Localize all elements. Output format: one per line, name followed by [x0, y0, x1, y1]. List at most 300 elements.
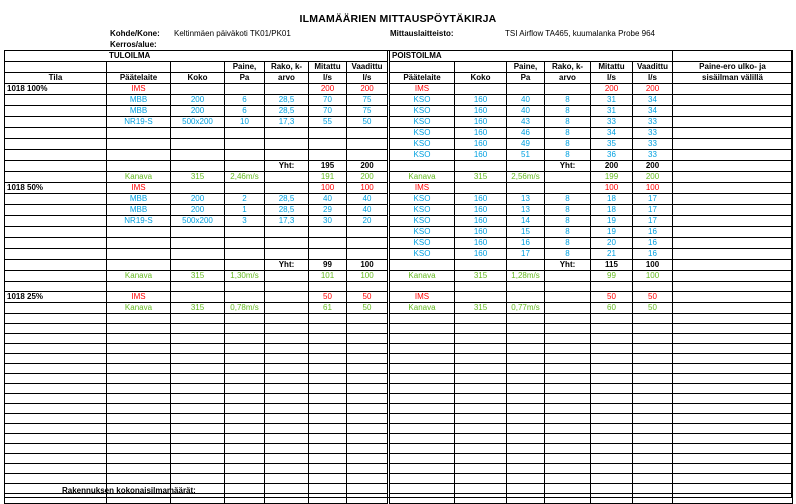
empty-cell	[545, 494, 591, 504]
empty-cell	[225, 334, 265, 344]
empty-cell	[455, 404, 507, 414]
empty-cell	[591, 364, 633, 374]
poisto-cell: 34	[633, 95, 673, 106]
poisto-cell: 8	[545, 139, 591, 150]
header-paatelaite: Päätelaite	[107, 73, 171, 84]
empty-cell	[5, 474, 107, 484]
empty-cell	[171, 414, 225, 424]
tulo-cell	[347, 238, 389, 249]
poisto-cell: 0,77m/s	[507, 303, 545, 314]
empty-cell	[389, 404, 455, 414]
poisto-cell	[545, 271, 591, 282]
poisto-cell: 33	[591, 117, 633, 128]
paine-ero-cell	[673, 117, 793, 128]
empty-cell	[507, 384, 545, 394]
poisto-cell: 8	[545, 117, 591, 128]
empty-cell	[389, 464, 455, 474]
empty-cell	[5, 354, 107, 364]
poisto-cell: 99	[591, 271, 633, 282]
poisto-cell: 8	[545, 249, 591, 260]
empty-cell	[171, 334, 225, 344]
empty-cell	[507, 424, 545, 434]
empty-cell	[507, 484, 545, 494]
empty-cell	[545, 464, 591, 474]
poisto-cell: 18	[591, 194, 633, 205]
poisto-cell: 160	[455, 249, 507, 260]
tulo-cell	[171, 150, 225, 161]
poisto-cell: KSO	[389, 139, 455, 150]
empty-cell	[5, 464, 107, 474]
poisto-cell	[545, 172, 591, 183]
tulo-cell: 200	[171, 106, 225, 117]
empty-cell	[507, 334, 545, 344]
empty-cell	[309, 334, 347, 344]
poisto-cell	[507, 292, 545, 303]
empty-cell	[107, 474, 171, 484]
tulo-cell: 17,3	[265, 117, 309, 128]
empty-cell	[673, 444, 793, 454]
poisto-cell	[545, 84, 591, 95]
empty-cell	[5, 414, 107, 424]
empty-cell	[673, 474, 793, 484]
tulo-cell: 500x200	[171, 117, 225, 128]
empty-cell	[389, 484, 455, 494]
empty-cell	[5, 494, 107, 504]
tila-cell	[5, 106, 107, 117]
empty-cell	[673, 494, 793, 504]
poisto-cell: 13	[507, 194, 545, 205]
kerros-label: Kerros/alue:	[110, 40, 157, 49]
empty-cell	[633, 464, 673, 474]
tulo-cell	[225, 84, 265, 95]
poisto-cell: 160	[455, 194, 507, 205]
empty-cell	[225, 374, 265, 384]
empty-cell	[107, 384, 171, 394]
empty-cell	[225, 464, 265, 474]
empty-cell	[455, 334, 507, 344]
empty-cell	[107, 424, 171, 434]
empty-cell	[673, 374, 793, 384]
header-rako-unit: arvo	[265, 73, 309, 84]
empty-cell	[507, 364, 545, 374]
tulo-cell	[309, 249, 347, 260]
poisto-cell: 8	[545, 150, 591, 161]
tulo-cell	[265, 150, 309, 161]
empty-cell	[107, 464, 171, 474]
poisto-cell: 160	[455, 95, 507, 106]
empty-cell	[225, 484, 265, 494]
empty-cell	[507, 374, 545, 384]
poisto-cell: Yht:	[545, 260, 591, 271]
empty-cell	[347, 374, 389, 384]
empty-row	[5, 444, 793, 454]
empty-cell	[507, 324, 545, 334]
empty-cell	[107, 404, 171, 414]
tulo-cell	[225, 292, 265, 303]
tila-cell: 1018 100%	[5, 84, 107, 95]
header-rako-unit-poisto: arvo	[545, 73, 591, 84]
empty-cell	[5, 454, 107, 464]
tulo-cell: 101	[309, 271, 347, 282]
table-row	[5, 84, 793, 95]
tila-cell	[5, 161, 107, 172]
empty-cell	[265, 314, 309, 324]
tulo-cell: 70	[309, 106, 347, 117]
empty-cell	[389, 454, 455, 464]
paine-ero-cell	[673, 216, 793, 227]
empty-cell	[107, 494, 171, 504]
empty-cell	[455, 474, 507, 484]
empty-row	[5, 434, 793, 444]
tila-cell	[5, 128, 107, 139]
empty-cell	[507, 314, 545, 324]
empty-cell	[673, 344, 793, 354]
tulo-cell	[107, 161, 171, 172]
paine-ero-cell	[673, 249, 793, 260]
empty-cell	[225, 414, 265, 424]
empty-cell	[389, 344, 455, 354]
paine-ero-cell	[673, 205, 793, 216]
poisto-cell: 33	[633, 117, 673, 128]
empty-cell	[107, 344, 171, 354]
empty-cell	[265, 474, 309, 484]
header-mitattu-unit: l/s	[309, 73, 347, 84]
empty-row	[5, 474, 793, 484]
empty-cell	[107, 314, 171, 324]
tulo-cell: 1	[225, 205, 265, 216]
empty-cell	[309, 454, 347, 464]
tulo-cell	[225, 238, 265, 249]
empty-cell	[673, 354, 793, 364]
empty-cell	[673, 414, 793, 424]
poisto-cell	[545, 303, 591, 314]
empty-cell	[455, 454, 507, 464]
poisto-cell: 2,56m/s	[507, 172, 545, 183]
table-row	[5, 282, 793, 292]
empty-cell	[455, 464, 507, 474]
tulo-cell: 315	[171, 172, 225, 183]
tulo-cell: 3	[225, 216, 265, 227]
header-paine-ero-2: sisäilman välillä	[673, 73, 793, 84]
poisto-cell: IMS	[389, 292, 455, 303]
poisto-cell: 33	[633, 139, 673, 150]
empty-cell	[545, 444, 591, 454]
empty-cell	[389, 434, 455, 444]
empty-cell	[5, 424, 107, 434]
empty-cell	[545, 374, 591, 384]
poisto-cell: 200	[591, 84, 633, 95]
empty-cell	[455, 494, 507, 504]
poisto-cell: 33	[633, 150, 673, 161]
empty-cell	[171, 344, 225, 354]
poisto-cell	[507, 282, 545, 292]
tulo-cell: 70	[309, 95, 347, 106]
poisto-cell: KSO	[389, 238, 455, 249]
tila-cell	[5, 249, 107, 260]
empty-cell	[633, 404, 673, 414]
empty-cell	[225, 404, 265, 414]
tulo-cell: 61	[309, 303, 347, 314]
table-row	[5, 292, 793, 303]
table-row	[5, 238, 793, 249]
poisto-cell	[389, 282, 455, 292]
empty-cell	[347, 484, 389, 494]
empty-cell	[591, 464, 633, 474]
empty-cell	[309, 494, 347, 504]
table-row	[5, 128, 793, 139]
tila-cell	[5, 216, 107, 227]
empty-cell	[633, 394, 673, 404]
poisto-cell	[507, 161, 545, 172]
poisto-cell: 100	[633, 183, 673, 194]
tulo-cell: 75	[347, 95, 389, 106]
table-row	[5, 194, 793, 205]
tulo-cell: 28,5	[265, 205, 309, 216]
poisto-cell: 160	[455, 205, 507, 216]
poisto-cell: 100	[633, 271, 673, 282]
poisto-cell	[389, 260, 455, 271]
tila-cell	[5, 117, 107, 128]
tulo-cell: Kanava	[107, 303, 171, 314]
empty-cell	[171, 324, 225, 334]
empty-cell	[507, 464, 545, 474]
empty-cell	[5, 384, 107, 394]
table-row	[5, 205, 793, 216]
empty-row	[5, 424, 793, 434]
tila-cell	[5, 282, 107, 292]
tila-cell	[5, 271, 107, 282]
poisto-cell: Kanava	[389, 303, 455, 314]
empty-cell	[633, 364, 673, 374]
empty-cell	[5, 434, 107, 444]
empty-cell	[225, 354, 265, 364]
tulo-cell	[171, 292, 225, 303]
tulo-cell: 100	[347, 271, 389, 282]
empty-cell	[455, 364, 507, 374]
empty-cell	[507, 454, 545, 464]
poisto-cell: IMS	[389, 183, 455, 194]
empty-cell	[309, 434, 347, 444]
empty-cell	[265, 444, 309, 454]
tulo-cell: Kanava	[107, 271, 171, 282]
tulo-cell	[171, 139, 225, 150]
empty-cell	[455, 484, 507, 494]
poisto-cell	[455, 292, 507, 303]
empty-cell	[633, 334, 673, 344]
empty-cell	[389, 394, 455, 404]
poisto-cell: 160	[455, 216, 507, 227]
empty-cell	[545, 384, 591, 394]
empty-cell	[673, 394, 793, 404]
poisto-cell: Kanava	[389, 172, 455, 183]
empty-cell	[633, 474, 673, 484]
poisto-cell	[455, 282, 507, 292]
empty-cell	[673, 334, 793, 344]
empty-cell	[455, 444, 507, 454]
table-row	[5, 95, 793, 106]
empty-cell	[5, 394, 107, 404]
empty-cell	[171, 354, 225, 364]
empty-cell	[5, 314, 107, 324]
poisto-cell: 160	[455, 128, 507, 139]
poisto-cell: 13	[507, 205, 545, 216]
tulo-cell	[225, 282, 265, 292]
poisto-cell: Kanava	[389, 271, 455, 282]
empty-cell	[265, 334, 309, 344]
paine-ero-cell	[673, 227, 793, 238]
poisto-cell: 17	[507, 249, 545, 260]
empty-cell	[309, 324, 347, 334]
empty-cell	[107, 324, 171, 334]
poisto-cell: 50	[633, 303, 673, 314]
empty-cell	[673, 434, 793, 444]
tulo-cell	[309, 128, 347, 139]
empty-cell	[347, 444, 389, 454]
poisto-cell: 36	[591, 150, 633, 161]
tulo-cell	[171, 84, 225, 95]
empty-cell	[507, 414, 545, 424]
tulo-cell	[265, 282, 309, 292]
poisto-cell: 51	[507, 150, 545, 161]
poisto-cell	[455, 183, 507, 194]
tulo-cell	[265, 249, 309, 260]
paine-ero-cell	[673, 303, 793, 314]
tulo-cell	[265, 183, 309, 194]
paine-ero-cell	[673, 271, 793, 282]
empty-cell	[591, 334, 633, 344]
empty-cell	[633, 414, 673, 424]
poisto-cell: 35	[591, 139, 633, 150]
poisto-cell: 315	[455, 271, 507, 282]
empty-cell	[633, 354, 673, 364]
empty-cell	[171, 394, 225, 404]
empty-cell	[309, 344, 347, 354]
tila-cell	[5, 260, 107, 271]
empty-cell	[107, 444, 171, 454]
tulo-cell: Yht:	[265, 260, 309, 271]
tila-cell	[5, 303, 107, 314]
poisto-cell: 14	[507, 216, 545, 227]
poisto-cell: 8	[545, 216, 591, 227]
poisto-cell: 200	[633, 84, 673, 95]
empty-cell	[309, 444, 347, 454]
poisto-cell: KSO	[389, 128, 455, 139]
empty-cell	[347, 394, 389, 404]
empty-cell	[591, 374, 633, 384]
empty-cell	[225, 434, 265, 444]
empty-cell	[265, 454, 309, 464]
empty-cell	[591, 444, 633, 454]
tulo-cell	[107, 139, 171, 150]
tulo-cell	[171, 249, 225, 260]
empty-cell	[265, 494, 309, 504]
empty-cell	[171, 444, 225, 454]
poisto-cell: 15	[507, 227, 545, 238]
empty-cell	[633, 384, 673, 394]
header-paine: Paine,	[225, 62, 265, 73]
empty-cell	[265, 464, 309, 474]
paine-ero-cell	[673, 183, 793, 194]
empty-cell	[591, 454, 633, 464]
tulo-cell: 1,30m/s	[225, 271, 265, 282]
empty-cell	[591, 344, 633, 354]
poisto-cell: KSO	[389, 117, 455, 128]
tulo-cell: MBB	[107, 194, 171, 205]
table-row	[5, 161, 793, 172]
poisto-cell: 8	[545, 106, 591, 117]
poisto-cell: 200	[591, 161, 633, 172]
tulo-cell: 50	[347, 292, 389, 303]
poisto-cell: 50	[591, 292, 633, 303]
poisto-cell: 160	[455, 227, 507, 238]
tulo-cell	[107, 238, 171, 249]
tulo-cell: 50	[309, 292, 347, 303]
poisto-cell: 34	[633, 106, 673, 117]
header-mitattu-poisto: Mitattu	[591, 62, 633, 73]
empty-cell	[455, 394, 507, 404]
empty-row	[5, 314, 793, 324]
empty-cell	[265, 374, 309, 384]
tulo-cell: IMS	[107, 84, 171, 95]
poisto-cell: 16	[633, 227, 673, 238]
empty-cell	[545, 314, 591, 324]
empty-cell	[225, 384, 265, 394]
empty-cell	[389, 364, 455, 374]
poisto-cell: KSO	[389, 150, 455, 161]
empty-cell	[347, 344, 389, 354]
table-row	[5, 183, 793, 194]
empty-cell	[265, 384, 309, 394]
tulo-cell: 191	[309, 172, 347, 183]
empty-cell	[455, 324, 507, 334]
poisto-cell	[455, 161, 507, 172]
table-row	[5, 172, 793, 183]
poisto-cell: KSO	[389, 205, 455, 216]
poisto-cell	[633, 282, 673, 292]
poisto-cell: 49	[507, 139, 545, 150]
paine-ero-cell	[673, 260, 793, 271]
empty-cell	[389, 494, 455, 504]
empty-cell	[455, 384, 507, 394]
tulo-cell: 50	[347, 117, 389, 128]
empty-cell	[225, 314, 265, 324]
empty-cell	[265, 344, 309, 354]
empty-cell	[673, 404, 793, 414]
empty-cell	[309, 404, 347, 414]
empty-cell	[455, 414, 507, 424]
empty-cell	[389, 324, 455, 334]
poisto-cell: 200	[633, 161, 673, 172]
tulo-cell: 500x200	[171, 216, 225, 227]
tulo-cell: 200	[171, 194, 225, 205]
poisto-cell	[455, 260, 507, 271]
empty-cell	[309, 374, 347, 384]
empty-cell	[633, 484, 673, 494]
empty-row	[5, 454, 793, 464]
empty-cell	[171, 424, 225, 434]
empty-cell	[347, 384, 389, 394]
tulo-cell	[225, 249, 265, 260]
tulo-cell	[309, 139, 347, 150]
empty-cell	[507, 394, 545, 404]
tulo-cell	[107, 150, 171, 161]
tulo-cell: 100	[347, 183, 389, 194]
tulo-cell: 100	[309, 183, 347, 194]
tulo-cell	[107, 128, 171, 139]
tuloilma-heading: TULOILMA	[107, 51, 389, 62]
table-row	[5, 303, 793, 314]
empty-cell	[5, 344, 107, 354]
